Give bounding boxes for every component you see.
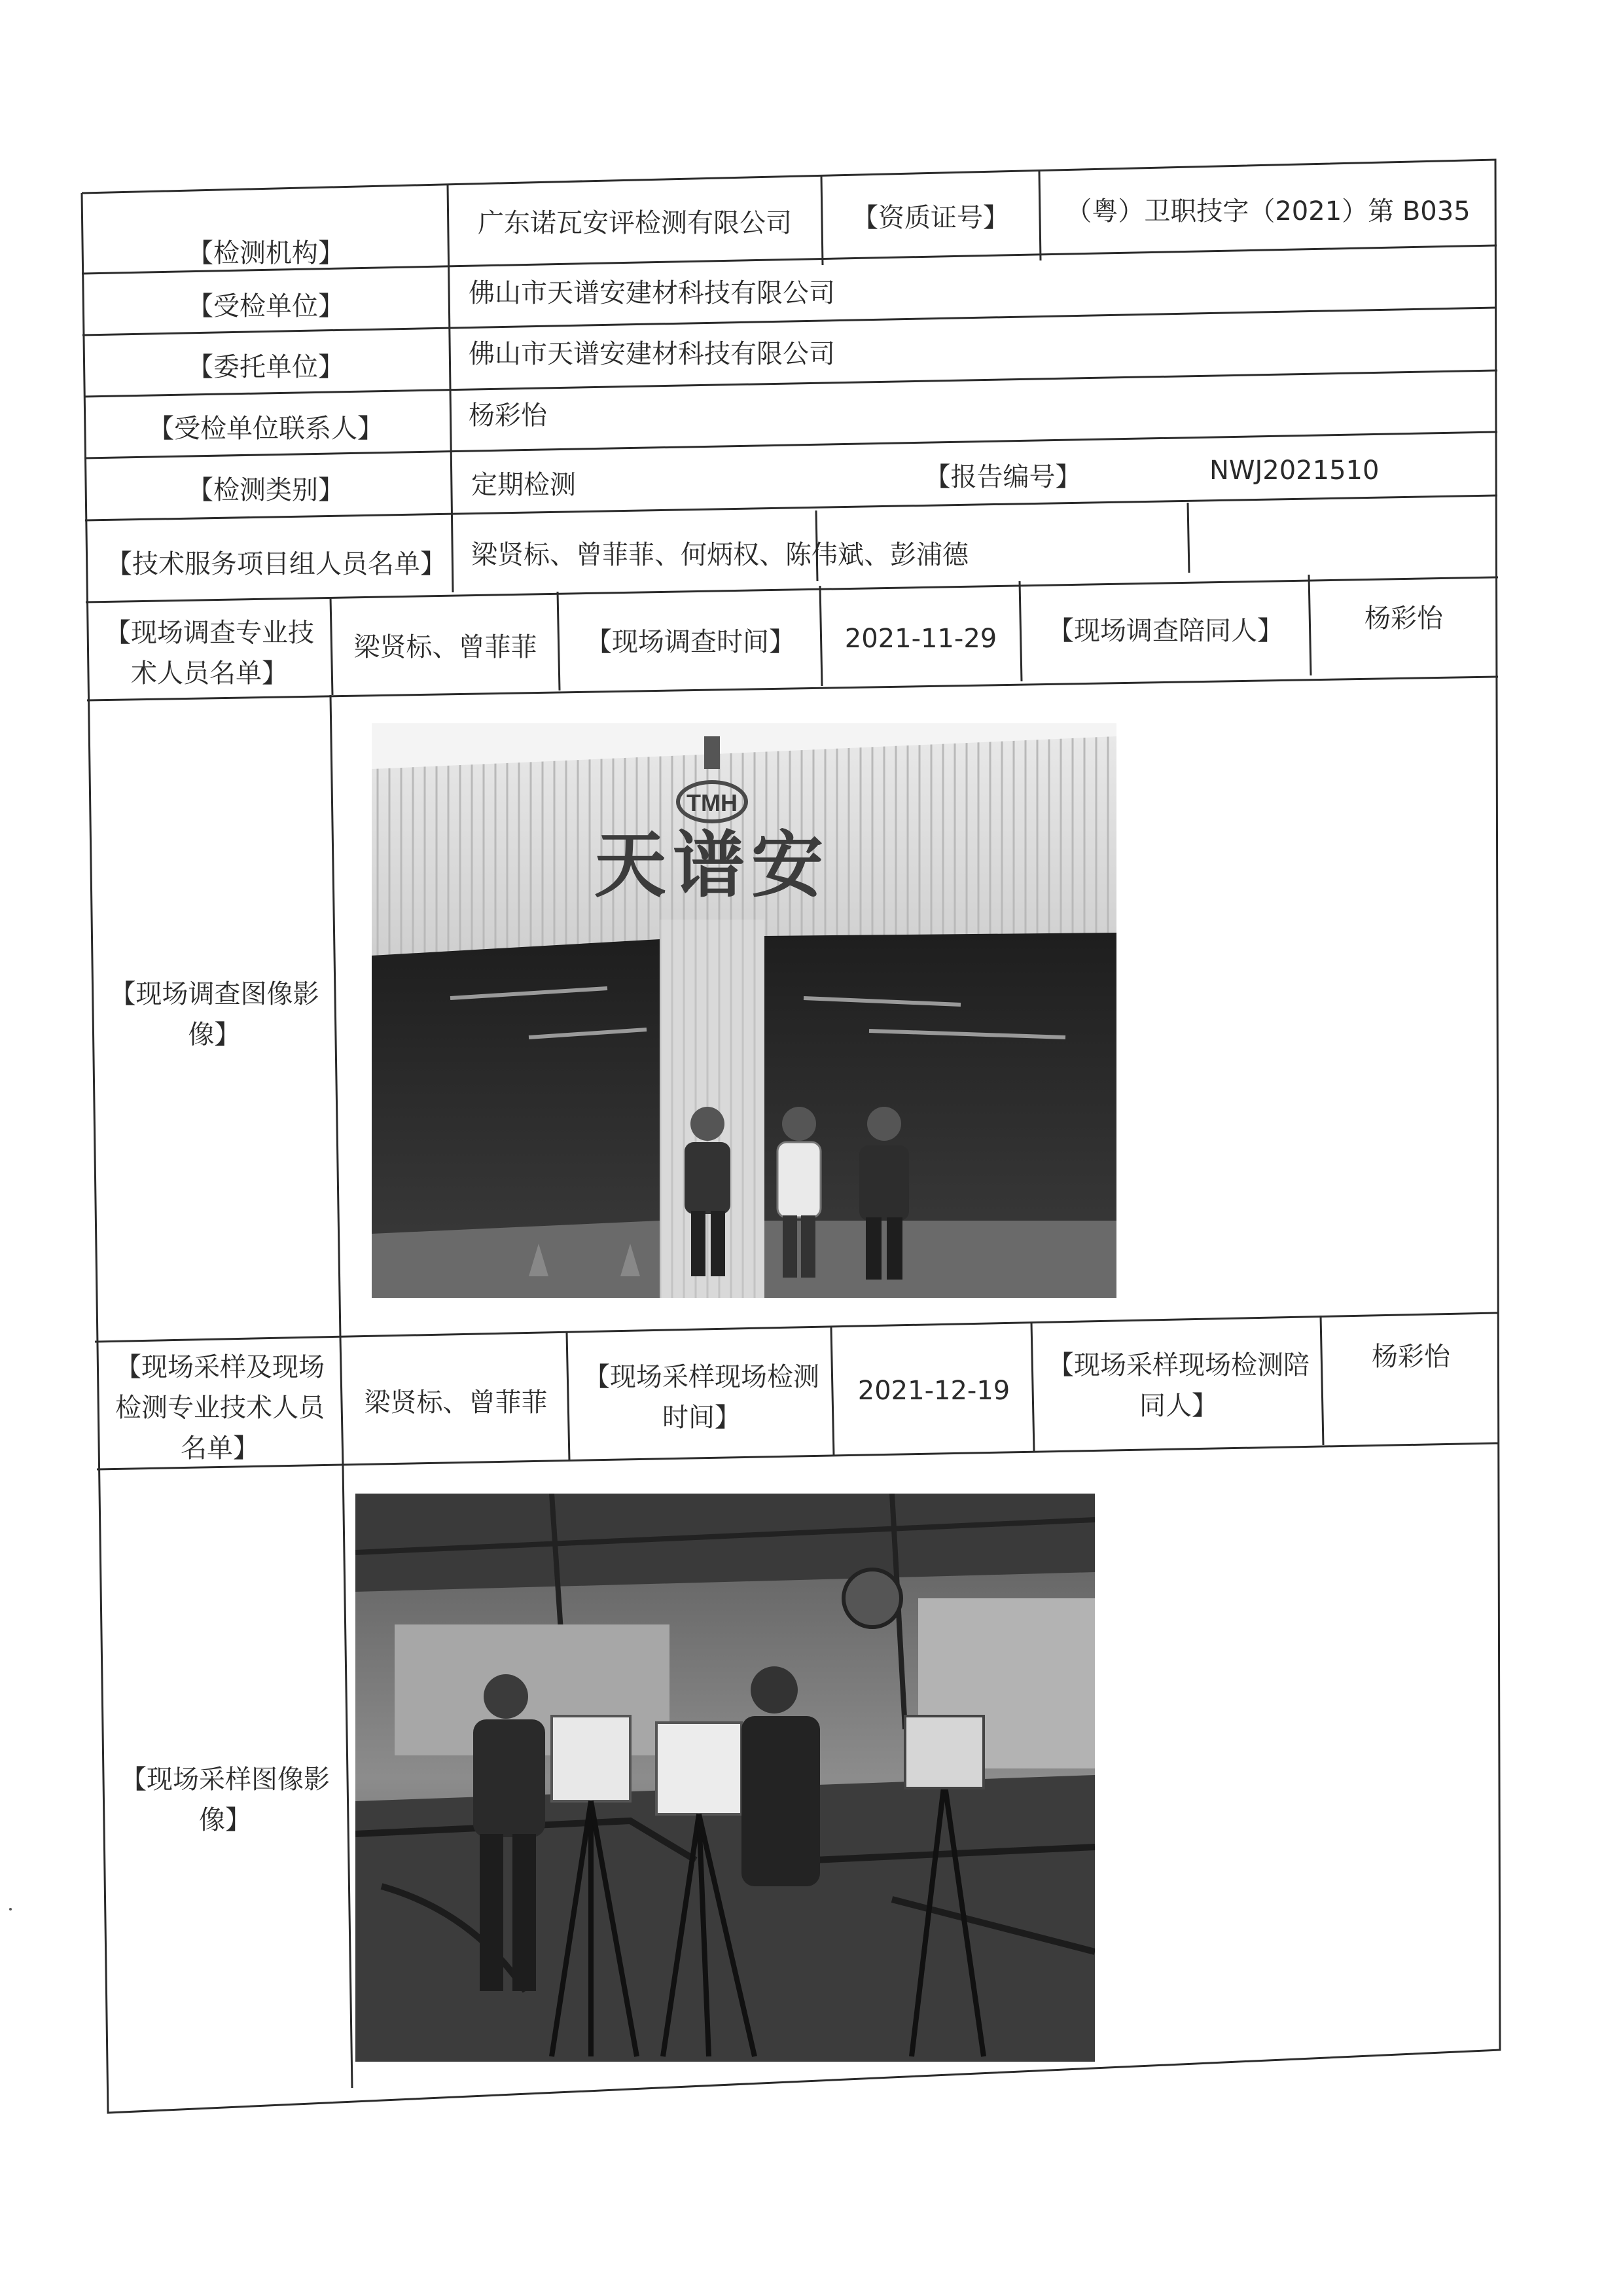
test-category-value: 定期检测 [471,470,576,500]
survey-time-value: 2021-11-29 [844,624,997,654]
label-survey-staff: 【现场调查专业技术人员名单】 [105,618,314,689]
label-entrusting-unit: 【委托单位】 [187,352,344,382]
label-test-category: 【检测类别】 [187,475,344,505]
label-survey-escort: 【现场调查陪同人】 [1048,616,1283,646]
report-number-value: NWJ2021510 [1209,456,1380,486]
factory-sign-text: 天谱安 [594,823,830,907]
service-team-value: 梁贤标、曾菲菲、何炳权、陈伟斌、彭浦德 [471,540,969,570]
label-qualification-cert: 【资质证号】 [852,203,1009,233]
label-sampling-staff: 【现场采样及现场检测专业技术人员名单】 [115,1352,325,1463]
factory-gate-image [372,723,1116,1298]
label-sampling-time: 【现场采样现场检测时间】 [584,1362,819,1433]
inspected-unit-value: 佛山市天谱安建材科技有限公司 [469,278,835,308]
label-survey-time: 【现场调查时间】 [586,627,795,657]
sampling-staff-value: 梁贤标、曾菲菲 [364,1388,548,1418]
logo-text: TMH [687,789,738,816]
qualification-cert-value: （粤）卫职技字（2021）第 B035 [1065,196,1471,226]
contact-person-value: 杨彩怡 [469,401,547,431]
sampling-escort-value: 杨彩怡 [1372,1342,1450,1372]
sampling-time-value: 2021-12-19 [857,1376,1010,1406]
testing-agency-value: 广东诺瓦安评检测有限公司 [478,208,792,238]
label-sampling-escort: 【现场采样现场检测陪同人】 [1048,1350,1310,1421]
label-sampling-photo: 【现场采样图像影像】 [120,1765,330,1835]
scan-speck [9,1908,12,1910]
entrusting-unit-value: 佛山市天谱安建材科技有限公司 [469,339,835,369]
label-testing-agency: 【检测机构】 [187,238,344,268]
survey-escort-value: 杨彩怡 [1364,603,1443,634]
label-service-team: 【技术服务项目组人员名单】 [106,549,446,579]
label-survey-photo: 【现场调查图像影像】 [109,979,319,1050]
survey-staff-value: 梁贤标、曾菲菲 [353,632,537,662]
sampling-site-photo [355,1494,1095,2062]
workshop-sampling-image [355,1494,1095,2062]
survey-site-photo [372,723,1116,1298]
label-contact-person: 【受检单位联系人】 [148,414,383,444]
label-report-number: 【报告编号】 [924,462,1082,492]
label-inspected-unit: 【受检单位】 [187,291,344,321]
